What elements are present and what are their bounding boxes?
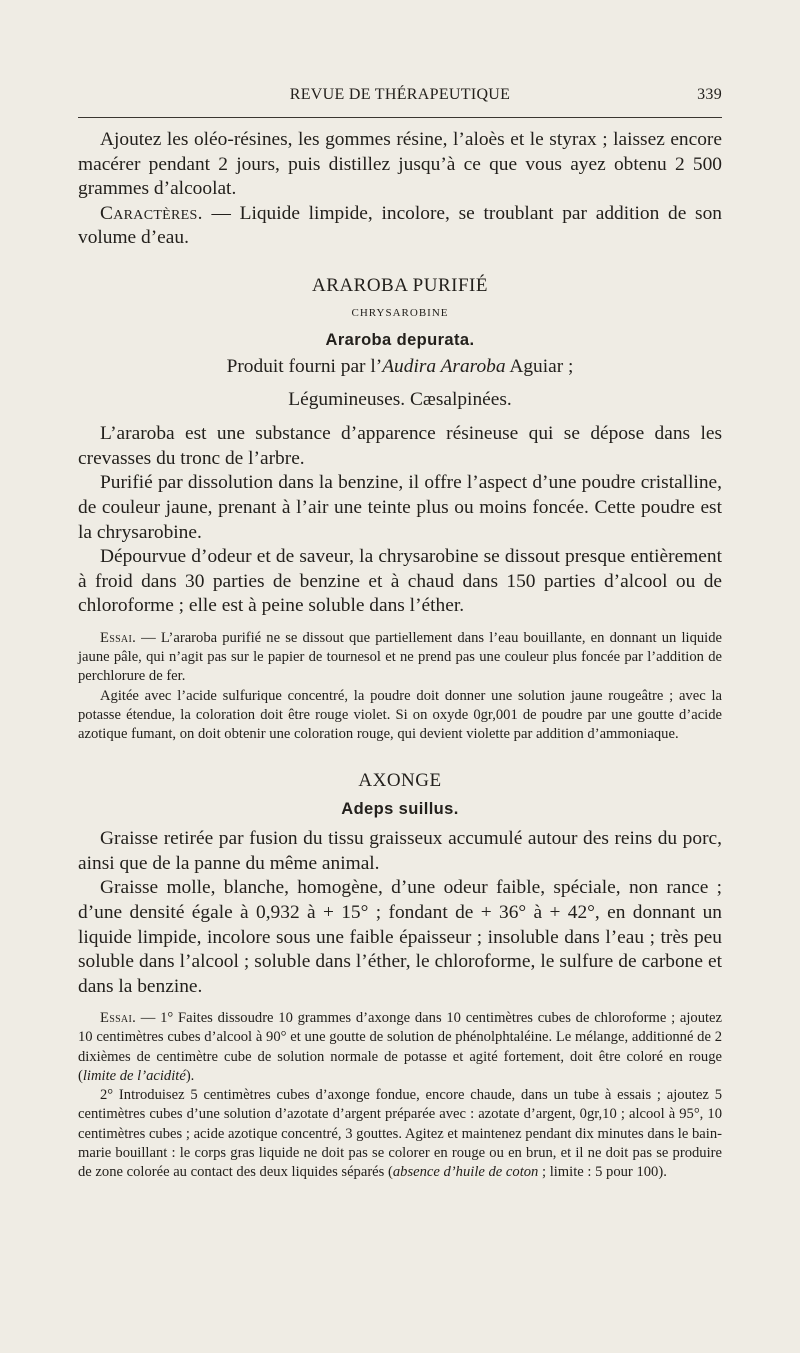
araroba-source bbox=[78, 355, 722, 380]
araroba-paragraph-3: Dépourvue d’odeur et de saveur, la chrysarobine se dissout presque entièrement à froid dans 30 parties de benzine et à chaud dans 150 parties d’alcool ou de chloroforme ; elle est à peine soluble dans l’éther. bbox=[78, 546, 722, 617]
axonge-essai-2 bbox=[78, 1086, 722, 1182]
axonge-paragraph-1: Graisse retirée par fusion du tissu graisseux accumulé autour des reins du porc, ainsi que de la panne du même animal. bbox=[78, 828, 722, 874]
axonge-latin-name: Adeps suillus. bbox=[341, 800, 459, 819]
journal-title: REVUE DE THÉRAPEUTIQUE bbox=[289, 86, 511, 103]
araroba-essai bbox=[78, 629, 722, 687]
araroba-paragraph-1: L’araroba est une substance d’apparence résineuse qui se dépose dans les crevasses du tronc de l’arbre. bbox=[78, 423, 722, 469]
araroba-title: ARAROBA PURIFIÉ bbox=[312, 274, 488, 296]
caracteres-text: — Liquide limpide, incolore, se troublant par addition de son volume d’eau. bbox=[78, 202, 722, 249]
essai2-italic: absence d’huile de coton bbox=[392, 1163, 539, 1180]
essai-text: — L’araroba purifié ne se dissout que partiellement dans l’eau bouillante, en donnant un liquide jaune pâle, qui n’agit pas sur le papier de tournesol et ne prend pas une couleur plus foncée par l’addition de perchlorure de fer. bbox=[78, 629, 722, 685]
axonge-title: AXONGE bbox=[358, 770, 442, 792]
araroba-essai-2: Agitée avec l’acide sulfurique concentré, la poudre doit donner une solution jaune rougeâtre ; avec la potasse étendue, la coloration doit être rouge violet. Si on oxyde 0gr,001 de poudre par une goutte d’acide azotique fumant, on doit obtenir une coloration rouge, qui devient violette par addition d’ammoniaque. bbox=[78, 687, 722, 742]
araroba-family: Légumineuses. Cæsalpinées. bbox=[288, 388, 512, 410]
page-number: 339 bbox=[697, 86, 722, 103]
page-body bbox=[78, 128, 722, 1182]
araroba-paragraph-2: Purifié par dissolution dans la benzine, il offre l’aspect d’une poudre cristalline, de couleur jaune, prenant à l’air une teinte plus ou moins foncée. Cette poudre est la chrysarobine. bbox=[78, 472, 722, 543]
intro-paragraph: Ajoutez les oléo-résines, les gommes résine, l’aloès et le styrax ; laissez encore macérer pendant 2 jours, puis distillez jusqu’à ce que vous ayez obtenu 2 500 grammes d’alcoolat. bbox=[78, 129, 722, 200]
header-rule bbox=[78, 117, 722, 118]
essai-label: Essai. bbox=[100, 629, 137, 646]
axonge-paragraph-2: Graisse molle, blanche, homogène, d’une odeur faible, spéciale, non rance ; d’une densité égale à 0,932 à + 15° ; fondant de + 36° à + 42°, en donnant un liquide limpide, incolore sous une faible épaisseur ; insoluble dans l’eau ; très peu soluble dans l’alcool ; soluble dans l’éther, le chloroforme, le sulfure de carbone et dans la benzine. bbox=[78, 877, 722, 997]
essai-italic: limite de l’acidité bbox=[82, 1067, 186, 1084]
running-header bbox=[78, 86, 722, 108]
axonge-essai bbox=[78, 1009, 722, 1086]
essai-label: Essai. bbox=[100, 1010, 137, 1027]
araroba-latin-name: Araroba depurata. bbox=[325, 330, 475, 349]
source-suffix: Aguiar ; bbox=[505, 355, 574, 377]
essai-text: — 1° Faites dissoudre 10 grammes d’axonge dans 10 centimètres cubes de chloroforme ; ajoutez 10 centimètres cubes d’alcool à 90° et une goutte de solution de phénolphtaléine. Le mélange, additionné de 2 dixièmes de centimètre cube de solution normale de potasse et agité fortement, doit être coloré en rouge ( bbox=[78, 1010, 722, 1084]
source-prefix: Produit fourni par l’ bbox=[226, 355, 383, 377]
caracteres-label: Caractères. bbox=[100, 202, 203, 224]
essai2-text: 2° Introduisez 5 centimètres cubes d’axonge fondue, encore chaude, dans un tube à essais ; ajoutez 5 centimètres cubes d’une solution d’azotate d’argent préparée avec : azotate d’argent, 0gr,10 ; alcool à 95°, 10 centimètres cubes ; acide azotique concentré, 3 gouttes. Agitez et maintenez pendant dix minutes dans le bain-marie bouillant : le corps gras liquide ne doit pas se colorer en rouge ou en brun, et il ne doit pas se produire de zone colorée au contact des deux liquides séparés ( bbox=[78, 1087, 722, 1180]
essai2-end: ; limite : 5 pour 100). bbox=[538, 1163, 667, 1180]
source-species: Audira Araroba bbox=[382, 355, 506, 377]
essai-end: ). bbox=[185, 1067, 195, 1084]
araroba-subtitle: CHRYSAROBINE bbox=[351, 306, 449, 319]
caracteres-paragraph bbox=[78, 202, 722, 251]
